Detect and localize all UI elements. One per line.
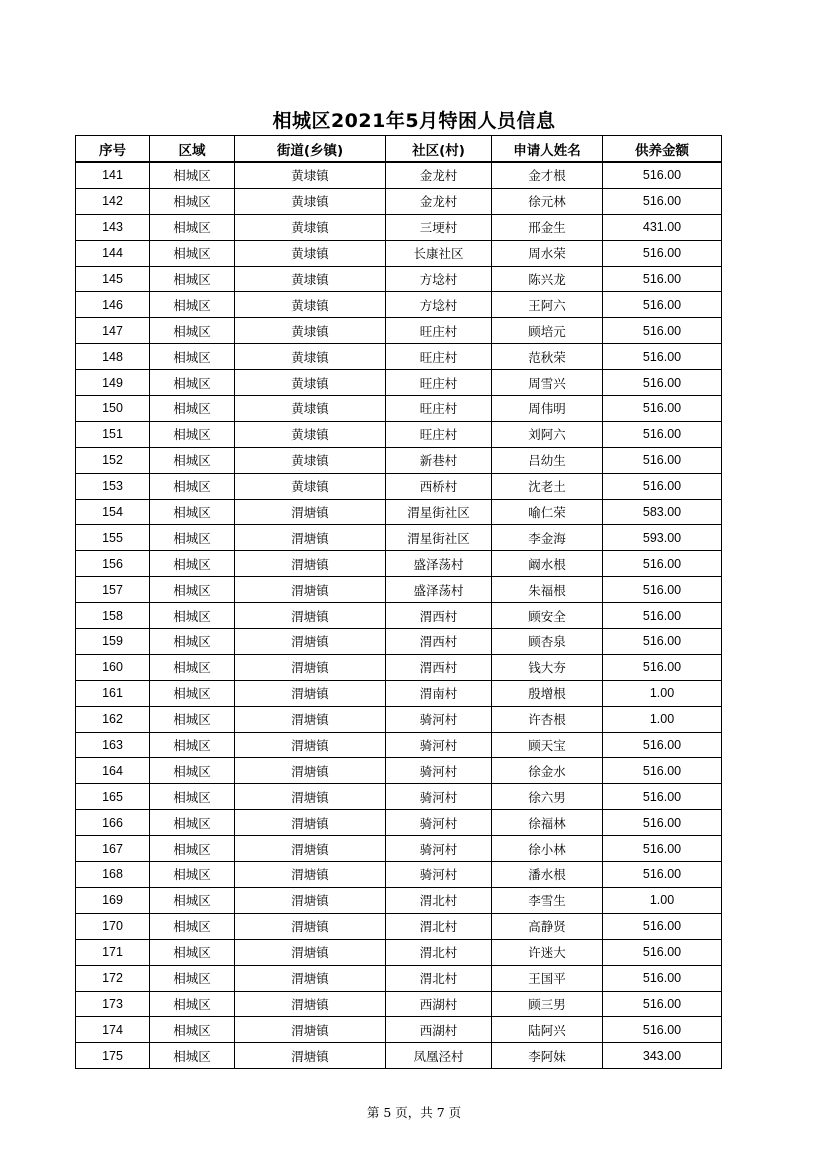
cell-serial: 168 <box>76 862 150 888</box>
cell-serial: 156 <box>76 551 150 577</box>
table-row <box>76 1017 722 1043</box>
cell-name: 许杏根 <box>492 706 603 732</box>
cell-district: 相城区 <box>150 810 235 836</box>
column-header-serial: 序号 <box>76 136 150 163</box>
table-row <box>76 551 722 577</box>
cell-street: 渭塘镇 <box>235 887 386 913</box>
cell-amount: 583.00 <box>603 499 722 525</box>
table-row <box>76 603 722 629</box>
cell-name: 顾三男 <box>492 991 603 1017</box>
cell-community: 骑河村 <box>386 758 492 784</box>
cell-street: 黄埭镇 <box>235 370 386 396</box>
cell-name: 高静贤 <box>492 913 603 939</box>
cell-amount: 516.00 <box>603 188 722 214</box>
cell-community: 西湖村 <box>386 1017 492 1043</box>
cell-community: 渭北村 <box>386 887 492 913</box>
cell-amount: 516.00 <box>603 292 722 318</box>
cell-name: 陆阿兴 <box>492 1017 603 1043</box>
cell-serial: 158 <box>76 603 150 629</box>
cell-amount: 516.00 <box>603 162 722 188</box>
cell-community: 渭北村 <box>386 913 492 939</box>
cell-serial: 148 <box>76 344 150 370</box>
cell-serial: 151 <box>76 421 150 447</box>
cell-name: 徐六男 <box>492 784 603 810</box>
cell-amount: 516.00 <box>603 784 722 810</box>
cell-district: 相城区 <box>150 240 235 266</box>
cell-serial: 147 <box>76 318 150 344</box>
cell-street: 黄埭镇 <box>235 318 386 344</box>
cell-community: 方埝村 <box>386 292 492 318</box>
cell-street: 黄埭镇 <box>235 447 386 473</box>
cell-district: 相城区 <box>150 473 235 499</box>
table-row <box>76 396 722 422</box>
cell-serial: 141 <box>76 162 150 188</box>
table-header-row <box>76 136 722 163</box>
cell-district: 相城区 <box>150 862 235 888</box>
table-row <box>76 447 722 473</box>
cell-name: 沈老土 <box>492 473 603 499</box>
cell-name: 范秋荣 <box>492 344 603 370</box>
cell-amount: 516.00 <box>603 836 722 862</box>
cell-amount: 516.00 <box>603 370 722 396</box>
cell-district: 相城区 <box>150 214 235 240</box>
cell-amount: 516.00 <box>603 810 722 836</box>
cell-district: 相城区 <box>150 629 235 655</box>
cell-name: 阚水根 <box>492 551 603 577</box>
cell-serial: 169 <box>76 887 150 913</box>
cell-street: 渭塘镇 <box>235 810 386 836</box>
cell-name: 王国平 <box>492 965 603 991</box>
table-row <box>76 991 722 1017</box>
cell-serial: 149 <box>76 370 150 396</box>
cell-serial: 172 <box>76 965 150 991</box>
cell-name: 李雪生 <box>492 887 603 913</box>
cell-street: 黄埭镇 <box>235 396 386 422</box>
cell-name: 周水荣 <box>492 240 603 266</box>
page-title: 相城区2021年5月特困人员信息 <box>272 110 556 132</box>
cell-name: 金才根 <box>492 162 603 188</box>
cell-amount: 516.00 <box>603 913 722 939</box>
cell-serial: 174 <box>76 1017 150 1043</box>
cell-community: 骑河村 <box>386 810 492 836</box>
table-row <box>76 318 722 344</box>
table-row <box>76 577 722 603</box>
cell-district: 相城区 <box>150 499 235 525</box>
cell-street: 渭塘镇 <box>235 939 386 965</box>
cell-community: 渭西村 <box>386 654 492 680</box>
table-row <box>76 784 722 810</box>
cell-name: 陈兴龙 <box>492 266 603 292</box>
table-row <box>76 939 722 965</box>
cell-street: 黄埭镇 <box>235 214 386 240</box>
cell-name: 李阿妹 <box>492 1043 603 1069</box>
cell-community: 渭星街社区 <box>386 525 492 551</box>
table-row <box>76 162 722 188</box>
column-header-amount: 供养金额 <box>603 136 722 163</box>
cell-serial: 157 <box>76 577 150 603</box>
cell-name: 殷增根 <box>492 680 603 706</box>
table-row <box>76 965 722 991</box>
cell-amount: 516.00 <box>603 758 722 784</box>
cell-serial: 152 <box>76 447 150 473</box>
cell-district: 相城区 <box>150 266 235 292</box>
cell-name: 周伟明 <box>492 396 603 422</box>
cell-serial: 161 <box>76 680 150 706</box>
cell-street: 渭塘镇 <box>235 1017 386 1043</box>
table-row <box>76 680 722 706</box>
cell-amount: 516.00 <box>603 939 722 965</box>
cell-amount: 431.00 <box>603 214 722 240</box>
cell-serial: 159 <box>76 629 150 655</box>
roster-table <box>75 135 722 1069</box>
cell-amount: 516.00 <box>603 266 722 292</box>
table-row <box>76 266 722 292</box>
cell-name: 顾培元 <box>492 318 603 344</box>
cell-serial: 170 <box>76 913 150 939</box>
cell-name: 朱福根 <box>492 577 603 603</box>
table-row <box>76 836 722 862</box>
cell-serial: 173 <box>76 991 150 1017</box>
cell-street: 渭塘镇 <box>235 577 386 603</box>
cell-serial: 143 <box>76 214 150 240</box>
cell-district: 相城区 <box>150 525 235 551</box>
cell-street: 渭塘镇 <box>235 758 386 784</box>
cell-district: 相城区 <box>150 887 235 913</box>
cell-amount: 516.00 <box>603 473 722 499</box>
table-body <box>76 162 722 1069</box>
cell-street: 渭塘镇 <box>235 706 386 732</box>
cell-serial: 163 <box>76 732 150 758</box>
cell-street: 渭塘镇 <box>235 1043 386 1069</box>
cell-amount: 516.00 <box>603 344 722 370</box>
cell-amount: 516.00 <box>603 421 722 447</box>
cell-district: 相城区 <box>150 370 235 396</box>
cell-amount: 516.00 <box>603 396 722 422</box>
cell-district: 相城区 <box>150 991 235 1017</box>
column-header-district: 区域 <box>150 136 235 163</box>
cell-amount: 516.00 <box>603 654 722 680</box>
cell-community: 旺庄村 <box>386 370 492 396</box>
cell-community: 三埂村 <box>386 214 492 240</box>
cell-serial: 165 <box>76 784 150 810</box>
cell-amount: 516.00 <box>603 447 722 473</box>
cell-community: 渭北村 <box>386 965 492 991</box>
cell-district: 相城区 <box>150 836 235 862</box>
cell-serial: 146 <box>76 292 150 318</box>
cell-serial: 160 <box>76 654 150 680</box>
table-row <box>76 292 722 318</box>
cell-district: 相城区 <box>150 758 235 784</box>
cell-district: 相城区 <box>150 577 235 603</box>
cell-name: 许迷大 <box>492 939 603 965</box>
cell-community: 方埝村 <box>386 266 492 292</box>
cell-amount: 593.00 <box>603 525 722 551</box>
cell-street: 渭塘镇 <box>235 836 386 862</box>
table-row <box>76 240 722 266</box>
cell-serial: 167 <box>76 836 150 862</box>
column-header-street: 街道(乡镇) <box>235 136 386 163</box>
cell-street: 黄埭镇 <box>235 188 386 214</box>
cell-name: 顾天宝 <box>492 732 603 758</box>
cell-community: 渭南村 <box>386 680 492 706</box>
cell-name: 潘水根 <box>492 862 603 888</box>
table-row <box>76 862 722 888</box>
cell-community: 骑河村 <box>386 784 492 810</box>
cell-name: 喻仁荣 <box>492 499 603 525</box>
table-row <box>76 887 722 913</box>
table-row <box>76 214 722 240</box>
cell-amount: 516.00 <box>603 551 722 577</box>
cell-street: 渭塘镇 <box>235 499 386 525</box>
cell-community: 金龙村 <box>386 188 492 214</box>
cell-name: 钱大夯 <box>492 654 603 680</box>
cell-street: 渭塘镇 <box>235 862 386 888</box>
cell-serial: 166 <box>76 810 150 836</box>
cell-amount: 1.00 <box>603 887 722 913</box>
table-row <box>76 188 722 214</box>
cell-district: 相城区 <box>150 447 235 473</box>
cell-street: 黄埭镇 <box>235 240 386 266</box>
cell-amount: 516.00 <box>603 1017 722 1043</box>
cell-community: 渭西村 <box>386 603 492 629</box>
cell-community: 骑河村 <box>386 732 492 758</box>
cell-street: 黄埭镇 <box>235 421 386 447</box>
cell-name: 顾安全 <box>492 603 603 629</box>
cell-amount: 516.00 <box>603 318 722 344</box>
cell-district: 相城区 <box>150 292 235 318</box>
cell-community: 渭西村 <box>386 629 492 655</box>
cell-serial: 144 <box>76 240 150 266</box>
table-row <box>76 629 722 655</box>
cell-amount: 516.00 <box>603 577 722 603</box>
cell-community: 西桥村 <box>386 473 492 499</box>
cell-serial: 142 <box>76 188 150 214</box>
cell-district: 相城区 <box>150 188 235 214</box>
cell-name: 刘阿六 <box>492 421 603 447</box>
cell-serial: 145 <box>76 266 150 292</box>
cell-community: 骑河村 <box>386 706 492 732</box>
table-row <box>76 913 722 939</box>
cell-district: 相城区 <box>150 396 235 422</box>
cell-amount: 516.00 <box>603 603 722 629</box>
cell-street: 渭塘镇 <box>235 654 386 680</box>
cell-amount: 1.00 <box>603 706 722 732</box>
column-header-community: 社区(村) <box>386 136 492 163</box>
cell-community: 西湖村 <box>386 991 492 1017</box>
cell-street: 渭塘镇 <box>235 603 386 629</box>
cell-district: 相城区 <box>150 913 235 939</box>
cell-street: 黄埭镇 <box>235 473 386 499</box>
cell-name: 李金海 <box>492 525 603 551</box>
cell-community: 旺庄村 <box>386 344 492 370</box>
cell-district: 相城区 <box>150 654 235 680</box>
cell-district: 相城区 <box>150 939 235 965</box>
cell-community: 长康社区 <box>386 240 492 266</box>
table-row <box>76 370 722 396</box>
cell-amount: 516.00 <box>603 862 722 888</box>
cell-community: 金龙村 <box>386 162 492 188</box>
cell-amount: 516.00 <box>603 991 722 1017</box>
cell-district: 相城区 <box>150 421 235 447</box>
cell-district: 相城区 <box>150 551 235 577</box>
cell-serial: 175 <box>76 1043 150 1069</box>
cell-community: 骑河村 <box>386 862 492 888</box>
cell-street: 渭塘镇 <box>235 991 386 1017</box>
cell-community: 渭星街社区 <box>386 499 492 525</box>
cell-serial: 171 <box>76 939 150 965</box>
cell-name: 王阿六 <box>492 292 603 318</box>
cell-street: 渭塘镇 <box>235 629 386 655</box>
cell-district: 相城区 <box>150 162 235 188</box>
cell-street: 渭塘镇 <box>235 913 386 939</box>
cell-serial: 162 <box>76 706 150 732</box>
table-row <box>76 499 722 525</box>
cell-serial: 150 <box>76 396 150 422</box>
cell-name: 徐福林 <box>492 810 603 836</box>
table-row <box>76 706 722 732</box>
cell-street: 黄埭镇 <box>235 292 386 318</box>
table-row <box>76 654 722 680</box>
cell-name: 徐金水 <box>492 758 603 784</box>
cell-street: 渭塘镇 <box>235 784 386 810</box>
table-row <box>76 473 722 499</box>
table-row <box>76 732 722 758</box>
page-footer: 第 5 页，共 7 页 <box>366 1105 462 1120</box>
cell-amount: 343.00 <box>603 1043 722 1069</box>
cell-amount: 516.00 <box>603 732 722 758</box>
cell-name: 吕幼生 <box>492 447 603 473</box>
cell-street: 黄埭镇 <box>235 162 386 188</box>
cell-community: 旺庄村 <box>386 396 492 422</box>
cell-district: 相城区 <box>150 1017 235 1043</box>
cell-street: 渭塘镇 <box>235 965 386 991</box>
cell-street: 渭塘镇 <box>235 525 386 551</box>
cell-street: 渭塘镇 <box>235 551 386 577</box>
cell-community: 渭北村 <box>386 939 492 965</box>
cell-street: 渭塘镇 <box>235 732 386 758</box>
cell-district: 相城区 <box>150 706 235 732</box>
table-row <box>76 758 722 784</box>
table-row <box>76 525 722 551</box>
cell-amount: 516.00 <box>603 240 722 266</box>
cell-district: 相城区 <box>150 318 235 344</box>
cell-serial: 164 <box>76 758 150 784</box>
cell-district: 相城区 <box>150 680 235 706</box>
cell-amount: 516.00 <box>603 965 722 991</box>
table-row <box>76 810 722 836</box>
cell-community: 旺庄村 <box>386 318 492 344</box>
cell-amount: 516.00 <box>603 629 722 655</box>
table-row <box>76 1043 722 1069</box>
cell-district: 相城区 <box>150 344 235 370</box>
cell-name: 邢金生 <box>492 214 603 240</box>
cell-district: 相城区 <box>150 732 235 758</box>
cell-community: 盛泽荡村 <box>386 577 492 603</box>
cell-district: 相城区 <box>150 784 235 810</box>
cell-community: 盛泽荡村 <box>386 551 492 577</box>
cell-serial: 154 <box>76 499 150 525</box>
column-header-applicant-name: 申请人姓名 <box>492 136 603 163</box>
cell-community: 骑河村 <box>386 836 492 862</box>
cell-serial: 153 <box>76 473 150 499</box>
cell-district: 相城区 <box>150 603 235 629</box>
cell-street: 渭塘镇 <box>235 680 386 706</box>
cell-name: 徐元林 <box>492 188 603 214</box>
cell-community: 凤凰泾村 <box>386 1043 492 1069</box>
cell-street: 黄埭镇 <box>235 266 386 292</box>
cell-district: 相城区 <box>150 965 235 991</box>
cell-street: 黄埭镇 <box>235 344 386 370</box>
cell-community: 新巷村 <box>386 447 492 473</box>
cell-name: 徐小林 <box>492 836 603 862</box>
cell-community: 旺庄村 <box>386 421 492 447</box>
cell-amount: 1.00 <box>603 680 722 706</box>
cell-name: 周雪兴 <box>492 370 603 396</box>
cell-name: 顾杏泉 <box>492 629 603 655</box>
table-row <box>76 344 722 370</box>
cell-serial: 155 <box>76 525 150 551</box>
table-row <box>76 421 722 447</box>
cell-district: 相城区 <box>150 1043 235 1069</box>
